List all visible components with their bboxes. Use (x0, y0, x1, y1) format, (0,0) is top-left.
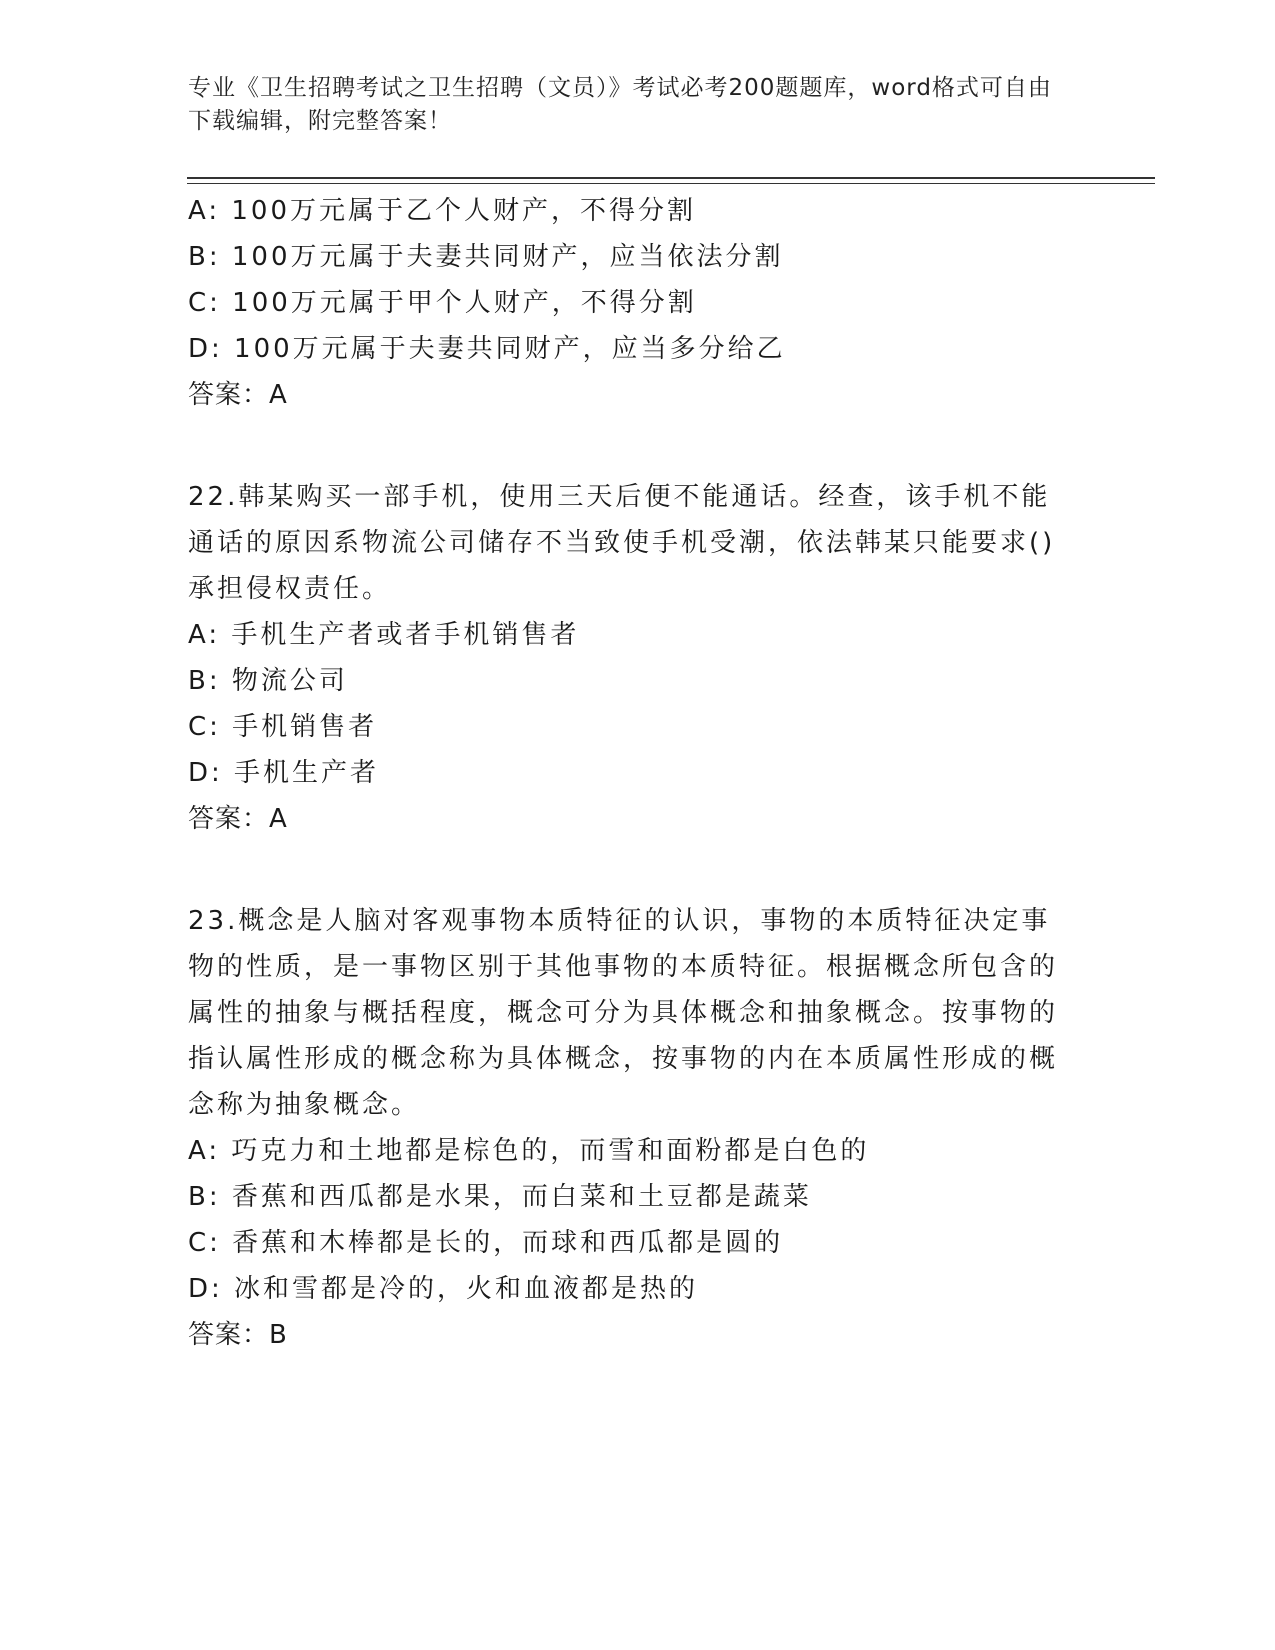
question-23-option-b: B: 香蕉和西瓜都是水果，而白菜和土豆都是蔬菜 (188, 1182, 812, 1212)
question-23-block (188, 898, 1088, 1358)
question-22-option-d: D: 手机生产者 (188, 758, 380, 788)
question-22-option-a: A: 手机生产者或者手机销售者 (188, 620, 580, 650)
question-22-stem: 22.韩某购买一部手机，使用三天后便不能通话。经查，该手机不能通话的原因系物流公司储存不当致使手机受潮，依法韩某只能要求()承担侵权责任。 (188, 482, 1056, 604)
question-22-option-c: C: 手机销售者 (188, 712, 378, 742)
question-spacer (188, 418, 1088, 474)
question-21-option-b: B: 100万元属于夫妻共同财产，应当依法分割 (188, 242, 784, 272)
question-23-option-c: C: 香蕉和木棒都是长的，而球和西瓜都是圆的 (188, 1228, 784, 1258)
header-divider-thick (187, 177, 1155, 179)
question-22-block (188, 474, 1088, 842)
question-21-option-d: D: 100万元属于夫妻共同财产，应当多分给乙 (188, 334, 786, 364)
question-23-stem: 23.概念是人脑对客观事物本质特征的认识，事物的本质特征决定事物的性质，是一事物区别于其他事物的本质特征。根据概念所包含的属性的抽象与概括程度，概念可分为具体概念和抽象概念。按事物的指认属性形成的概念称为具体概念，按事物的内在本质属性形成的概念称为抽象概念。 (188, 906, 1059, 1120)
question-23-option-a: A: 巧克力和土地都是棕色的，而雪和面粉都是白色的 (188, 1136, 870, 1166)
question-22-answer: 答案：A (188, 804, 288, 834)
question-21-block (188, 188, 1088, 418)
question-22-option-b: B: 物流公司 (188, 666, 348, 696)
questions-content (188, 188, 1088, 1358)
question-23-answer: 答案：B (188, 1320, 288, 1350)
question-21-answer: 答案：A (188, 380, 288, 410)
question-23-option-d: D: 冰和雪都是冷的，火和血液都是热的 (188, 1274, 699, 1304)
question-21-option-a: A: 100万元属于乙个人财产，不得分割 (188, 196, 696, 226)
document-header: 专业《卫生招聘考试之卫生招聘（文员）》考试必考200题题库，word格式可自由下载编辑，附完整答案！ (188, 75, 1052, 134)
question-spacer (188, 842, 1088, 898)
header-divider-thin (187, 183, 1155, 184)
question-21-option-c: C: 100万元属于甲个人财产，不得分割 (188, 288, 697, 318)
